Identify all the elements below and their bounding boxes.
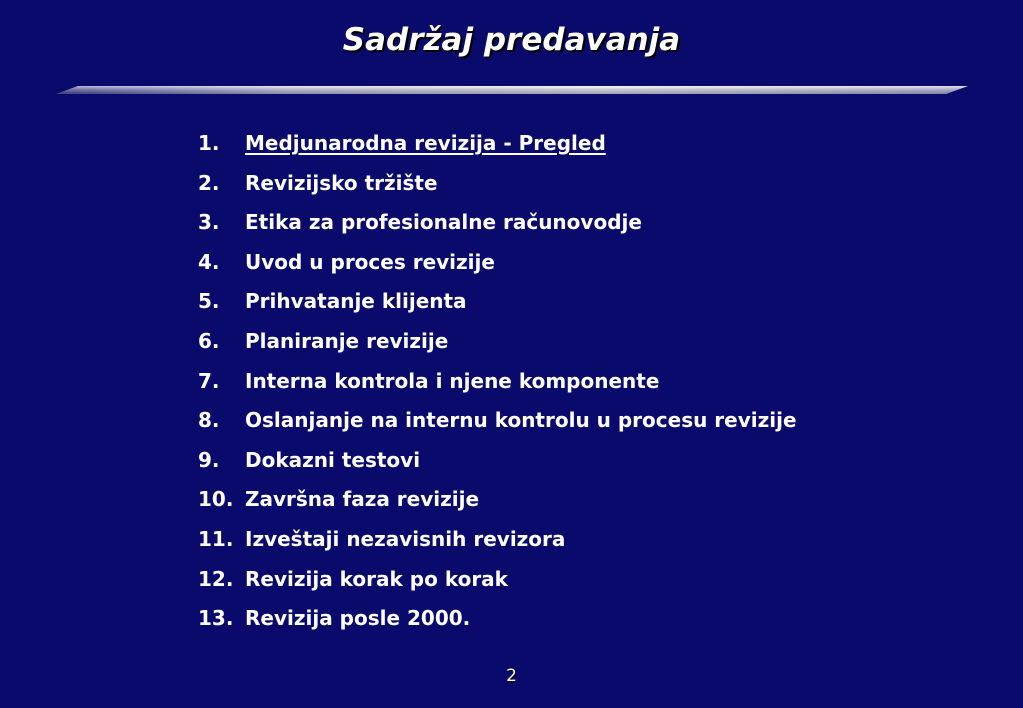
agenda-item-text: Izveštaji nezavisnih revizora bbox=[245, 526, 566, 551]
agenda-item-number: 2. bbox=[198, 170, 220, 195]
agenda-item-text: Oslanjanje na internu kontrolu u procesu revizije bbox=[245, 408, 797, 433]
agenda-item-6 bbox=[198, 328, 797, 368]
agenda-item-number: 9. bbox=[198, 447, 220, 472]
agenda-item-number: 5. bbox=[198, 289, 220, 314]
agenda-item-text: Revizija posle 2000. bbox=[245, 606, 471, 631]
agenda-item-text: Planiranje revizije bbox=[245, 328, 449, 353]
page-number: 2 bbox=[506, 666, 517, 686]
agenda-item-text: Interna kontrola i njene komponente bbox=[245, 368, 660, 393]
agenda-item-number: 11. bbox=[198, 526, 234, 551]
agenda-item-10 bbox=[198, 486, 797, 526]
agenda-item-number: 13. bbox=[198, 606, 234, 631]
agenda-item-text: Prihvatanje klijenta bbox=[245, 289, 467, 314]
agenda-item-text: Završna faza revizije bbox=[245, 487, 480, 512]
agenda-item-text: Etika za profesionalne računovodje bbox=[245, 210, 642, 235]
agenda-item-text: Uvod u proces revizije bbox=[245, 249, 495, 274]
agenda-item-number: 10. bbox=[198, 487, 234, 512]
agenda-item-number: 6. bbox=[198, 328, 220, 353]
agenda-item-3 bbox=[198, 209, 797, 249]
title-divider bbox=[56, 86, 968, 94]
agenda-item-1[interactable] bbox=[198, 130, 797, 170]
agenda-list bbox=[198, 130, 797, 645]
agenda-item-8 bbox=[198, 407, 797, 447]
agenda-item-number: 4. bbox=[198, 249, 220, 274]
agenda-item-4 bbox=[198, 249, 797, 289]
agenda-item-9 bbox=[198, 447, 797, 487]
agenda-item-5 bbox=[198, 288, 797, 328]
agenda-item-text: Dokazni testovi bbox=[245, 447, 421, 472]
slide-title: Sadržaj predavanja bbox=[342, 22, 681, 58]
agenda-item-11 bbox=[198, 526, 797, 566]
agenda-item-link[interactable]: Medjunarodna revizija - Pregled bbox=[245, 131, 606, 155]
agenda-item-number: 1. bbox=[198, 131, 220, 155]
agenda-item-number: 7. bbox=[198, 368, 220, 393]
agenda-item-text: Revizija korak po korak bbox=[245, 566, 508, 591]
agenda-item-number: 12. bbox=[198, 566, 234, 591]
agenda-item-2 bbox=[198, 170, 797, 210]
agenda-item-number: 3. bbox=[198, 210, 220, 235]
agenda-item-text: Revizijsko tržište bbox=[245, 170, 438, 195]
agenda-item-12 bbox=[198, 566, 797, 606]
agenda-item-7 bbox=[198, 368, 797, 408]
agenda-item-13 bbox=[198, 605, 797, 645]
agenda-item-number: 8. bbox=[198, 408, 220, 433]
